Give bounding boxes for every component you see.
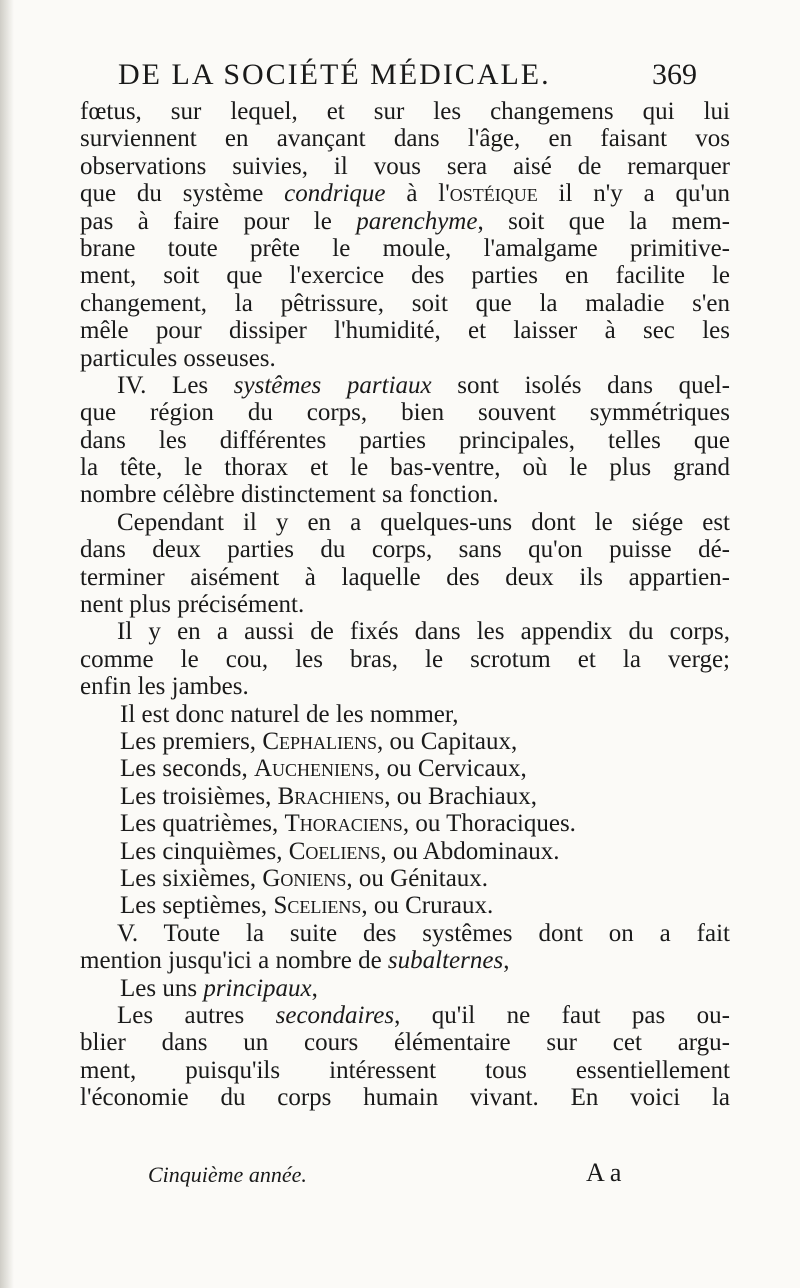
- small-caps-term: ostéique: [449, 180, 538, 208]
- text-segment: , ou Capitaux,: [377, 727, 518, 755]
- text-segment: nent plus précisément.: [80, 591, 305, 619]
- text-line: [80, 810, 730, 837]
- small-caps-term: Goniens: [262, 864, 347, 892]
- text-line: [80, 153, 730, 180]
- text-line: [80, 290, 730, 317]
- small-caps-term: Thoraciens: [284, 810, 403, 838]
- text-line: [80, 262, 730, 289]
- text-line: [80, 125, 730, 152]
- text-line: [80, 536, 730, 563]
- text-line: [80, 564, 730, 591]
- text-line: [80, 947, 730, 974]
- text-segment: la tête, le thorax et le bas-ventre, où le plus grand: [80, 454, 730, 482]
- text-line: [80, 98, 730, 125]
- text-segment: ment, puisqu'ils intéressent tous essentiellement: [80, 1056, 730, 1084]
- italic-term: parenchyme: [356, 207, 478, 235]
- text-line: [80, 591, 730, 618]
- text-segment: dans les différentes parties principales, telles que: [80, 426, 730, 454]
- text-segment: V. Toute la suite des systêmes dont on a fait: [117, 919, 730, 947]
- text-segment: , ou Cruraux.: [361, 892, 494, 920]
- text-line: [80, 1057, 730, 1084]
- text-line: [80, 1002, 730, 1029]
- text-segment: Les premiers,: [120, 727, 263, 755]
- text-segment: il n'y a qu'un: [537, 180, 731, 208]
- text-line: [80, 1084, 730, 1111]
- text-segment: Les septièmes,: [120, 892, 274, 920]
- italic-term: condrique: [284, 180, 386, 208]
- text-segment: pas à faire pour le: [80, 207, 357, 235]
- text-segment: , qu'il ne faut pas ou-: [394, 1001, 730, 1029]
- text-segment: Les cinquièmes,: [120, 837, 289, 865]
- text-segment: Cependant il y en a quelques-uns dont le siége est: [117, 508, 730, 536]
- text-line: [80, 317, 730, 344]
- text-segment: nombre célèbre distinctement sa fonction.: [80, 481, 499, 509]
- text-segment: l'économie du corps humain vivant. En voici la: [80, 1084, 730, 1112]
- text-segment: que du système: [80, 180, 285, 208]
- text-segment: , ou Génitaux.: [346, 864, 489, 892]
- italic-term: systêmes partiaux: [233, 371, 432, 399]
- text-line: [80, 618, 730, 645]
- text-line: [80, 892, 730, 919]
- text-segment: Les uns: [120, 974, 204, 1002]
- text-line: [80, 372, 730, 399]
- signature-mark: A a: [586, 1158, 622, 1187]
- page-header: [0, 52, 800, 96]
- text-segment: brane toute prête le moule, l'amalgame primitive-: [80, 234, 730, 262]
- text-segment: terminer aisément à laquelle des deux ils appartien-: [80, 563, 730, 591]
- text-segment: Les quatrièmes,: [120, 810, 285, 838]
- text-segment: ,: [503, 947, 510, 975]
- text-line: [80, 427, 730, 454]
- italic-term: principaux: [203, 974, 312, 1002]
- text-segment: , ou Thoraciques.: [402, 810, 576, 838]
- text-segment: changement, la pêtrissure, soit que la maladie s'en: [80, 289, 730, 317]
- text-line: [80, 399, 730, 426]
- text-segment: mêle pour dissiper l'humidité, et laisser à sec les: [80, 317, 730, 345]
- text-segment: ,: [311, 974, 318, 1002]
- text-line: [80, 180, 730, 207]
- text-segment: comme le cou, les bras, le scrotum et la verge;: [80, 645, 730, 673]
- text-line: [80, 783, 730, 810]
- text-segment: Les troisièmes,: [120, 782, 278, 810]
- small-caps-term: Brachiens: [277, 782, 385, 810]
- text-segment: particules osseuses.: [80, 344, 276, 372]
- text-segment: , ou Cervicaux,: [374, 755, 527, 783]
- text-segment: surviennent en avançant dans l'âge, en faisant vos: [80, 125, 730, 153]
- text-line: [80, 646, 730, 673]
- text-segment: Les sixièmes,: [120, 864, 263, 892]
- text-segment: fœtus, sur lequel, et sur les changemens qui lui: [80, 98, 730, 125]
- text-segment: Il y en a aussi de fixés dans les appendix du corps,: [117, 618, 730, 646]
- small-caps-term: Aucheniens: [254, 755, 375, 783]
- page-number: 369: [652, 58, 697, 91]
- text-segment: , ou Abdominaux.: [380, 837, 560, 865]
- text-line: [80, 509, 730, 536]
- text-line: [80, 235, 730, 262]
- text-line: [80, 673, 730, 700]
- text-segment: observations suivies, il vous sera aisé de remarquer: [80, 152, 730, 180]
- text-line: [80, 755, 730, 782]
- text-segment: enfin les jambes.: [80, 673, 249, 701]
- small-caps-term: Sceliens: [273, 892, 362, 920]
- text-segment: Les seconds,: [120, 755, 254, 783]
- text-segment: à l': [385, 180, 450, 208]
- text-segment: que région du corps, bien souvent symmétriques: [80, 399, 730, 427]
- text-segment: sont isolés dans quel-: [431, 371, 730, 399]
- text-line: [80, 865, 730, 892]
- text-segment: IV. Les: [117, 371, 234, 399]
- page-footer: [0, 1158, 800, 1196]
- text-segment: , soit que la mem-: [477, 207, 730, 235]
- italic-term: secondaires: [275, 1001, 395, 1029]
- text-line: [80, 208, 730, 235]
- text-segment: blier dans un cours élémentaire sur cet argu-: [80, 1029, 730, 1057]
- gutter-shadow: [0, 0, 14, 1288]
- text-segment: Les autres: [117, 1001, 276, 1029]
- running-head: DE LA SOCIÉTÉ MÉDICALE.: [118, 58, 551, 91]
- text-segment: ment, soit que l'exercice des parties en facilite le: [80, 262, 730, 290]
- small-caps-term: Coeliens: [288, 837, 381, 865]
- text-line: [80, 1029, 730, 1056]
- text-segment: Il est donc naturel de les nommer,: [120, 700, 459, 728]
- body-text: [80, 98, 730, 1111]
- text-segment: dans deux parties du corps, sans qu'on puisse dé-: [80, 536, 730, 564]
- signature-label: Cinquième année.: [148, 1162, 307, 1187]
- text-segment: , ou Brachiaux,: [384, 782, 538, 810]
- text-line: [80, 481, 730, 508]
- text-line: [80, 975, 730, 1002]
- small-caps-term: Cephaliens: [262, 727, 377, 755]
- text-segment: mention jusqu'ici a nombre de: [80, 947, 388, 975]
- text-line: [80, 838, 730, 865]
- text-line: [80, 345, 730, 372]
- text-line: [80, 701, 730, 728]
- text-line: [80, 728, 730, 755]
- italic-term: subalternes: [387, 947, 504, 975]
- text-line: [80, 920, 730, 947]
- text-line: [80, 454, 730, 481]
